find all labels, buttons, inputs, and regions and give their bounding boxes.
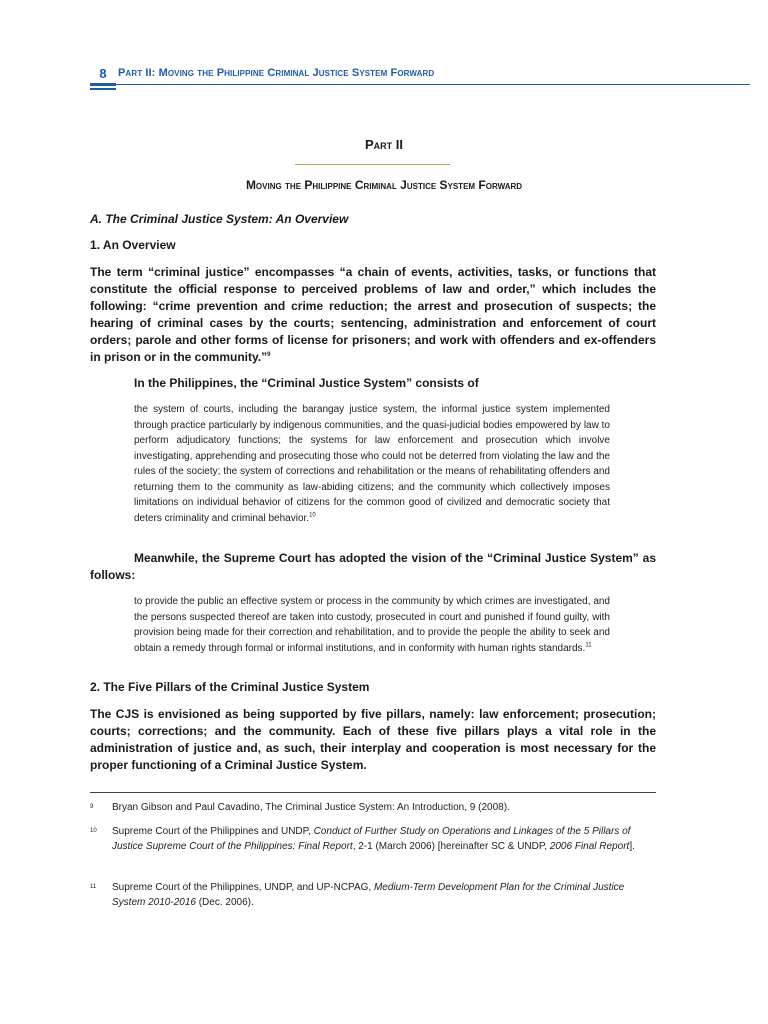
footnote-number: 9 <box>90 804 94 810</box>
footnote-text: Supreme Court of the Philippines and UNDP, Conduct of Further Study on Operations and Linkages of the 5 Pillars of Justice Supreme Court of the Philippines: Final Report, 2-1 (March 2006) [hereinafter SC & UNDP, 2006 Final Report]. <box>112 826 635 852</box>
page-number: 8 <box>99 66 107 81</box>
footnote-text: Supreme Court of the Philippines, UNDP, and UP-NCPAG, Medium-Term Development Plan for the Criminal Justice System 2010-2016 (Dec. 2006). <box>112 882 625 908</box>
part-title: Moving the Philippine Criminal Justice System Forward <box>245 178 523 192</box>
footnote-ref-9[interactable]: 9 <box>267 352 271 358</box>
subheading-overview: 1. An Overview <box>90 238 176 252</box>
section-heading-a: A. The Criminal Justice System: An Overview <box>90 212 349 226</box>
footnote-ref-11[interactable]: 11 <box>585 642 592 649</box>
block-quote-sc-vision: to provide the public an effective system or process in the community by which crimes are investigated, and the persons suspected thereof are taken into custody, prosecuted in court and punished if found guilty, with provision being made for their correction and rehabilitation, and to provide the people the ability to seek and obtain a remedy through formal or informal institutions, and in conformity with human rights standards.$^{11}$ <box>134 596 610 654</box>
header-rule <box>116 84 750 85</box>
running-title: Part II: Moving the Philippine Criminal Justice System Forward <box>118 67 435 79</box>
page-number-underline-second <box>90 88 116 90</box>
block-quote-cjs-definition: the system of courts, including the barangay justice system, the informal justice system implemented through practice particularly by indigenous communities, and the quasi-judicial bodies empowered by law to perform adjudicatory functions; the systems for law enforcement and prosecution which involve investigating, apprehending and prosecuting those who could not be deterred from violating the law and the rules of the society; the system of corrections and rehabilitation or the means of rehabilitating offenders and returning them to the community as law-abiding citizens; and the community which collectively imposes limitations on individual behavior of citizens for the common good of civilized and democratic society that deters criminality and criminal behavior.$^{10}$ <box>134 404 610 524</box>
footnote-text: Bryan Gibson and Paul Cavadino, The Criminal Justice System: An Introduction, 9 (2008). <box>112 802 510 813</box>
paragraph-criminal-justice-definition: The term “criminal justice” encompasses “a chain of events, activities, tasks, or functions that constitute the official response to perceived problems of law and order,” which includes the following: “crime prevention and crime reduction; the arrest and prosecution of suspects; the hearing of criminal cases by the courts; sentencing, administration and enforcement of court orders; parole and other forms of license for prisoners; and work with offenders and ex-offenders in prison or in the community.”$^9$ <box>90 265 656 364</box>
part-label: Part II <box>364 137 403 152</box>
footnote-divider <box>90 792 656 793</box>
paragraph-supreme-court-vision: Meanwhile, the Supreme Court has adopted the vision of the “Criminal Justice System” as follows: <box>90 551 656 582</box>
footnote-ref-10[interactable]: 10 <box>309 512 316 519</box>
footnote-number: 10 <box>90 828 97 834</box>
paragraph-cjs-consists: In the Philippines, the “Criminal Justice System” consists of <box>134 376 479 390</box>
paragraph-five-pillars: The CJS is envisioned as being supported by five pillars, namely: law enforcement; prosecution; courts; corrections; and the community. Each of these five pillars plays a vital role in the administration of justice and, as such, their interplay and cooperation is most necessary for the proper functioning of a Criminal Justice System. <box>90 707 656 772</box>
page-number-underline <box>90 83 116 86</box>
subheading-five-pillars: 2. The Five Pillars of the Criminal Justice System <box>90 680 370 694</box>
footnote-number: 11 <box>90 884 97 890</box>
title-divider <box>295 164 450 165</box>
